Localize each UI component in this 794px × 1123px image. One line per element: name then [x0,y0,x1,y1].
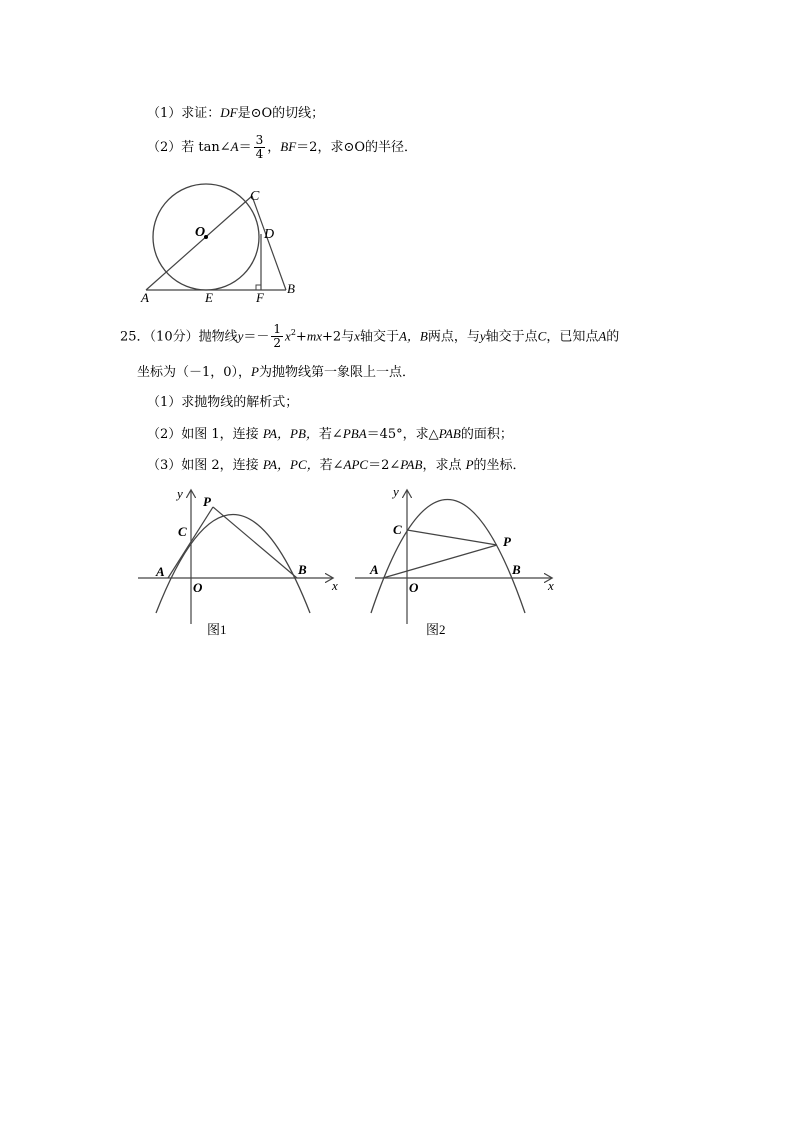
angle-pab: PAB [400,457,423,472]
question-25-sub-1 [147,393,298,413]
part-1-prefix: （1）求证： [147,106,221,121]
label-c: C [393,522,402,537]
question-25-line-2 [137,362,415,383]
y-axis-var: y [479,328,486,344]
question-25-sub-3 [147,455,526,476]
question-25-number: 25．（10分）抛物线 [120,329,238,345]
sub-1-text: （1）求抛物线的解析式； [147,395,299,410]
label-o: O [409,580,419,595]
points-a-b: A，B [398,328,428,344]
text-axis-intersect: 轴交于 [359,329,399,345]
question-25-line-1 [120,318,619,352]
sub-3-equals: ＝2∠ [368,458,401,473]
segments-pa-pc: PA，PC， [262,457,320,472]
exponent-2: 2 [290,328,296,337]
label-f: F [256,290,264,305]
label-a: A [141,290,149,305]
part-2-suffix: ＝2，求⊙O的半径． [296,140,417,155]
segment-pb [213,507,297,578]
label-b: B [287,281,295,296]
term-mx: mx [306,328,322,344]
label-p: P [203,494,211,509]
point-p: P [465,457,474,472]
segment-df: DF [220,105,238,120]
segments-pa-pb: PA，PB， [262,426,319,441]
sub-3-angle-text: 若∠ [319,458,344,473]
label-e: E [205,290,213,305]
equals-minus: ＝－ [243,329,270,345]
question-25-sub-2 [147,424,513,445]
figure-1-caption: 图1 [207,622,227,637]
sub-2-equals: ＝45°，求△ [366,427,439,442]
angle-pba: PBA [342,426,367,441]
var-x: x [285,328,291,344]
point-p: P [251,364,259,379]
axis-label-x: x [548,578,554,593]
point-a: A [598,328,607,344]
parabola-figure-2 [345,482,560,642]
line-ac [146,196,252,290]
label-c: C [250,189,260,204]
text-of: 的 [606,329,620,345]
problem-part-2 [147,134,417,161]
segment-pc [407,530,497,545]
sub-3-prefix: （3）如图 2，连接 [147,458,263,473]
label-b: B [512,562,521,577]
fraction-numerator: 3 [255,133,264,147]
fraction-numerator: 1 [273,322,282,337]
circle-tangent-figure [135,176,310,306]
angle-a: A [230,139,239,154]
axis-label-y: y [393,484,399,499]
label-d: D [264,227,275,242]
angle-apc: APC [343,457,369,472]
point-c: C [537,328,547,344]
label-a: A [370,562,379,577]
fraction-denominator: 4 [255,147,264,161]
text-y-axis-intersect: 轴交于点 [485,329,538,345]
label-c: C [178,524,187,539]
fraction-denominator: 2 [273,336,282,351]
label-o: O [195,225,206,240]
fraction-one-half [271,323,283,350]
text-first-quadrant: 为抛物线第一象限上一点． [259,365,416,380]
parabola-figure-1 [135,482,345,642]
segment-pa [383,545,497,578]
sub-2-prefix: （2）如图 1，连接 [147,427,263,442]
label-b: B [298,562,307,577]
line-cb [252,196,286,290]
parabola-curve [371,500,525,614]
plus-sign: + [295,329,307,345]
x-axis-var: x [354,328,360,344]
text-given-point: ，已知点 [546,329,599,345]
segment-bf: BF [280,139,297,154]
text-plus-two: +2与 [321,329,355,345]
text-two-points: 两点，与 [427,329,480,345]
sub-3-suffix: 的坐标． [473,458,526,473]
axis-label-y: y [177,486,183,501]
comma: ， [267,140,281,155]
sub-2-suffix: 的面积； [460,427,513,442]
axis-label-x: x [332,578,338,593]
fraction-three-quarters [254,134,266,161]
label-p: P [503,534,511,549]
var-y: y [237,328,244,344]
sub-2-angle-text: 若∠ [318,427,343,442]
figure-2-caption: 图2 [426,622,446,637]
part-1-suffix: 是⊙O的切线； [237,106,325,121]
problem-part-1 [147,103,324,124]
text-coordinates: 坐标为（－1，0）， [137,365,252,380]
label-o: O [193,580,203,595]
triangle-pab: PAB [438,426,461,441]
equals-sign: ＝ [238,140,252,155]
sub-3-find: ，求点 [422,458,466,473]
label-a: A [156,564,165,579]
part-2-prefix: （2）若 tan∠ [147,140,231,155]
